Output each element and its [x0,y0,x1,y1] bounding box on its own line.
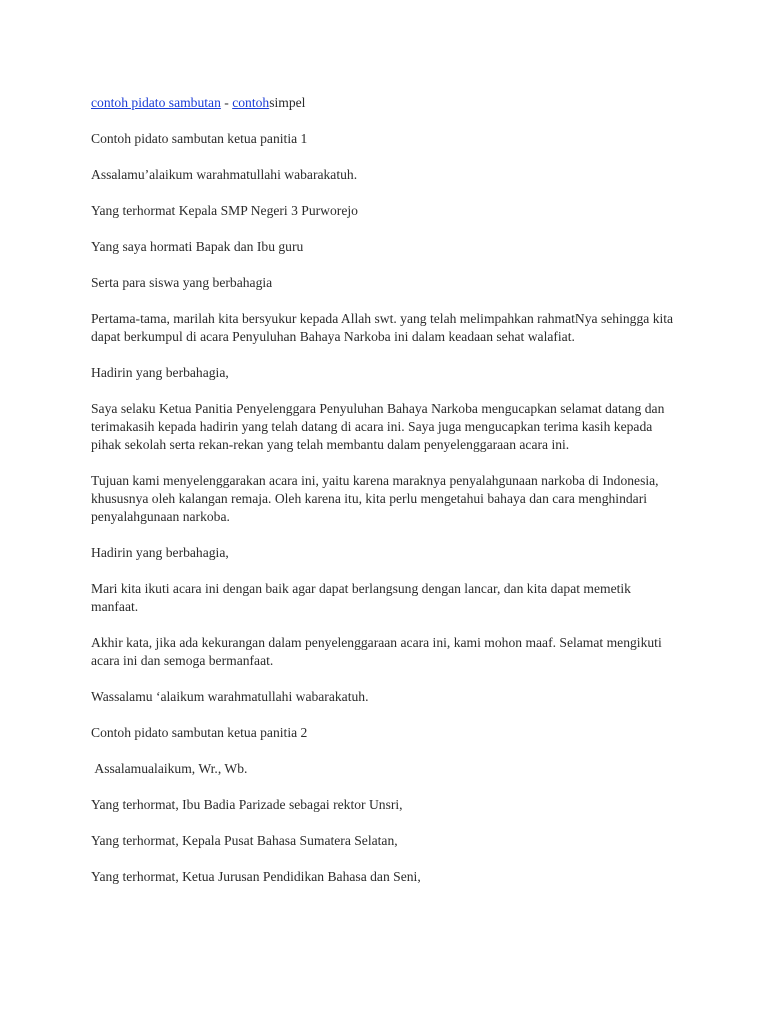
paragraph: Assalamualaikum, Wr., Wb. [91,761,248,776]
paragraph: Assalamu’alaikum warahmatullahi wabarakatuh. [91,167,358,182]
paragraph: Contoh pidato sambutan ketua panitia 1 [91,131,308,146]
paragraph: Mari kita ikuti acara ini dengan baik agar dapat berlangsung dengan lancar, dan kita dapat memetik manfaat. [91,581,631,614]
paragraph: Wassalamu ‘alaikum warahmatullahi wabarakatuh. [91,689,369,704]
paragraph: Yang terhormat Kepala SMP Negeri 3 Purworejo [91,203,358,218]
paragraph: Serta para siswa yang berbahagia [91,275,273,290]
paragraph: Hadirin yang berbahagia, [91,545,229,560]
header-suffix: simpel [269,95,306,110]
paragraph: Yang terhormat, Ibu Badia Parizade sebagai rektor Unsri, [91,797,403,812]
link-contoh[interactable]: contoh [232,95,270,110]
paragraph: Saya selaku Ketua Panitia Penyelenggara Penyuluhan Bahaya Narkoba mengucapkan selamat datang dan terimakasih kepada hadirin yang telah datang di acara ini. Saya juga mengucapkan terima kasih kepada pihak sekolah serta rekan-rekan yang telah membantu dalam penyelenggaraan acara ini. [91,401,665,452]
header-separator: - [220,95,233,110]
paragraph: Pertama-tama, marilah kita bersyukur kepada Allah swt. yang telah melimpahkan rahmatNya sehingga kita dapat berkumpul di acara Penyuluhan Bahaya Narkoba ini dalam keadaan sehat walafiat. [91,311,674,344]
link-contoh-pidato-sambutan[interactable]: contoh pidato sambutan [91,95,221,110]
paragraph: Yang terhormat, Kepala Pusat Bahasa Sumatera Selatan, [91,833,398,848]
paragraph: Hadirin yang berbahagia, [91,365,229,380]
paragraph: Yang terhormat, Ketua Jurusan Pendidikan Bahasa dan Seni, [91,869,421,884]
paragraph: Contoh pidato sambutan ketua panitia 2 [91,725,308,740]
paragraph: Tujuan kami menyelenggarakan acara ini, yaitu karena maraknya penyalahgunaan narkoba di Indonesia, khususnya oleh kalangan remaja. Oleh karena itu, kita perlu mengetahui bahaya dan cara menghindari penyalahgunaan narkoba. [91,473,659,524]
document-body [91,94,681,904]
paragraph: Yang saya hormati Bapak dan Ibu guru [91,239,304,254]
paragraph: Akhir kata, jika ada kekurangan dalam penyelenggaraan acara ini, kami mohon maaf. Selamat mengikuti acara ini dan semoga bermanfaat. [91,635,662,668]
header-line [91,94,681,112]
